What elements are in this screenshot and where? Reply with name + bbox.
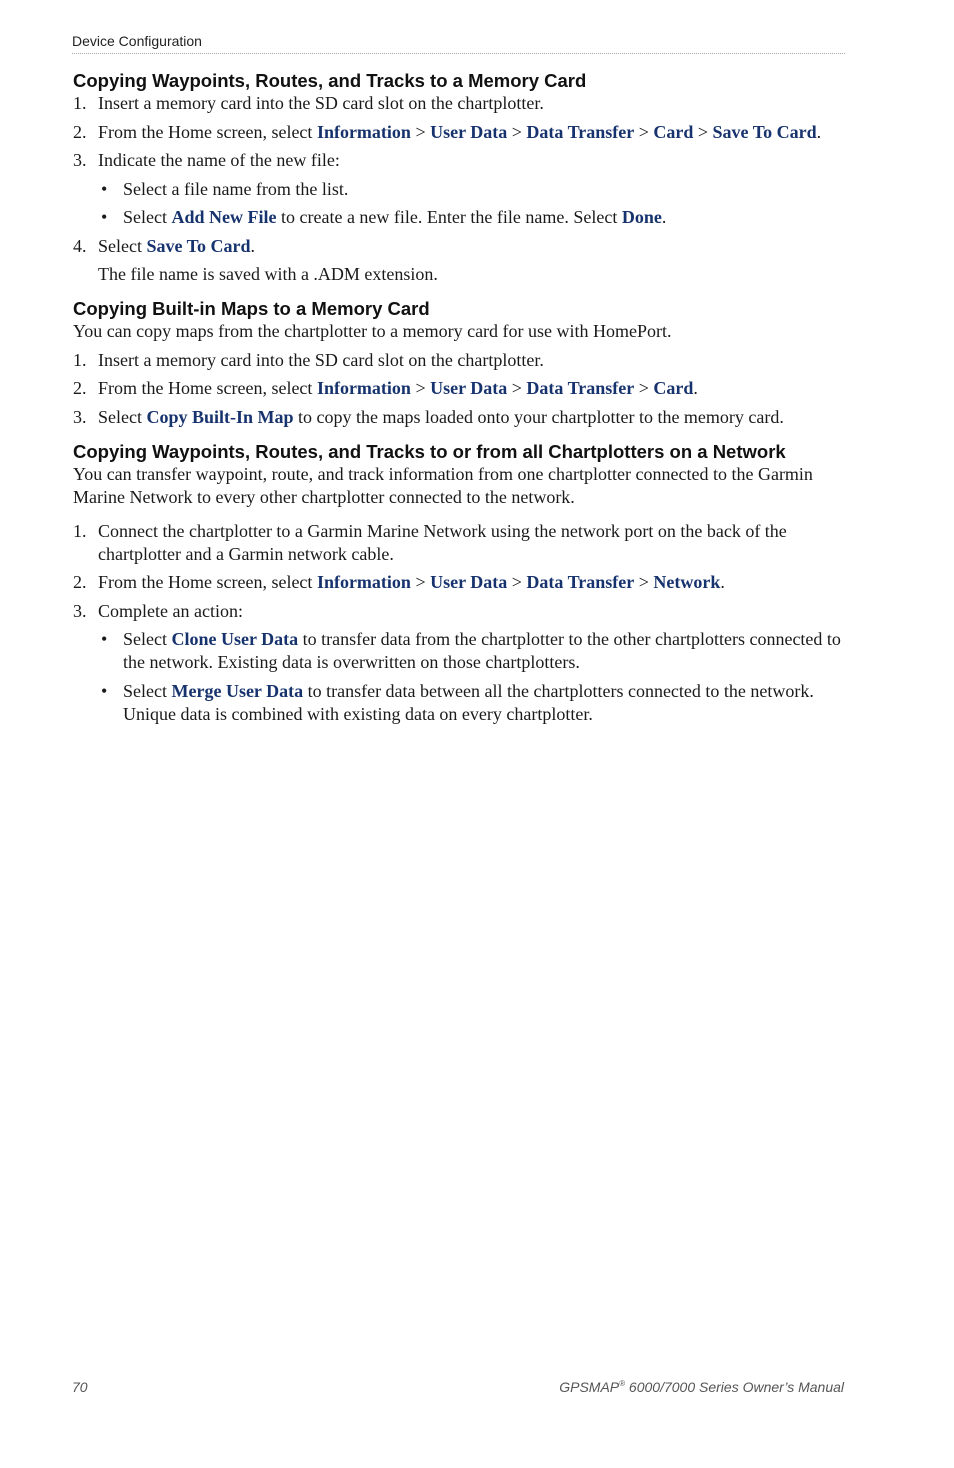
menu-path-data-transfer: Data Transfer <box>526 378 635 398</box>
bullet-text: Select <box>123 629 172 649</box>
bullet-list <box>98 178 848 230</box>
bullet-text-mid: to create a new file. Enter the file name. Select <box>276 207 622 227</box>
bullet-item <box>98 628 848 674</box>
step-text-end: . <box>816 121 822 142</box>
bullet-dot: • <box>101 207 108 227</box>
step-number: 1. <box>73 93 87 113</box>
step-text-end: . <box>693 378 698 398</box>
step-text-end: . <box>720 572 725 592</box>
section-heading: Copying Built-in Maps to a Memory Card <box>73 297 430 319</box>
bullet-item <box>98 178 848 201</box>
path-separator: > <box>507 378 527 398</box>
path-separator: > <box>410 378 431 398</box>
menu-clone-user-data: Clone User Data <box>171 629 299 649</box>
bullet-text: Select <box>123 207 172 227</box>
steps-list <box>73 349 848 429</box>
step-text: Complete an action: <box>98 600 243 621</box>
step-number: 3. <box>73 406 87 427</box>
section-intro: You can transfer waypoint, route, and track information from one chartplotter connected to the Garmin Marine Network to every other chartplotter connected to the network. <box>73 463 813 507</box>
bullet-dot: • <box>101 629 108 649</box>
menu-path-information: Information <box>316 572 411 592</box>
step-item <box>73 406 848 429</box>
section-copy-maps <box>73 297 848 429</box>
section-heading: Copying Waypoints, Routes, and Tracks to a Memory Card <box>73 70 587 91</box>
bullet-text-end: to transfer data from the chartplotter to the other chartplotters connected to the network. Existing data is overwritten on those chartplotters. <box>123 629 841 672</box>
manual-title <box>559 1379 844 1395</box>
path-separator: > <box>410 572 431 592</box>
page-content <box>73 68 848 731</box>
step-text: Insert a memory card into the SD card slot on the chartplotter. <box>98 93 544 113</box>
steps-list <box>73 92 848 286</box>
header-divider <box>72 53 845 54</box>
step-item <box>73 121 848 144</box>
path-separator: > <box>507 121 527 142</box>
running-header: Device Configuration <box>72 33 202 49</box>
step-text: Select <box>98 235 147 256</box>
step-number: 3. <box>73 150 87 170</box>
menu-path-card: Card <box>653 121 694 142</box>
path-separator: > <box>634 121 654 142</box>
path-separator: > <box>507 572 527 592</box>
menu-path-user-data: User Data <box>430 121 508 142</box>
section-intro: You can copy maps from the chartplotter to a memory card for use with HomePort. <box>73 320 672 341</box>
step-item <box>73 349 848 372</box>
bullet-list <box>98 628 848 726</box>
section-heading: Copying Waypoints, Routes, and Tracks to or from all Chartplotters on a Network <box>73 440 786 462</box>
menu-path-data-transfer: Data Transfer <box>526 572 635 592</box>
step-text-end: . <box>250 235 256 256</box>
step-text: Insert a memory card into the SD card slot on the chartplotter. <box>98 349 544 370</box>
bullet-text: Select a file name from the list. <box>123 178 349 199</box>
path-separator: > <box>410 121 431 142</box>
step-text: Indicate the name of the new file: <box>98 150 340 170</box>
manual-title-prefix: GPSMAP <box>559 1379 620 1395</box>
step-number: 2. <box>73 572 87 592</box>
menu-merge-user-data: Merge User Data <box>171 680 304 701</box>
page-number: 70 <box>72 1379 88 1395</box>
bullet-dot: • <box>101 680 108 701</box>
step-item <box>73 520 848 566</box>
step-item <box>73 92 848 115</box>
section-copy-to-card <box>73 69 848 286</box>
bullet-item <box>98 206 848 229</box>
menu-save-to-card: Save To Card <box>146 235 251 256</box>
step-text: Connect the chartplotter to a Garmin Marine Network using the network port on the back of the chartplotter and a Garmin network cable. <box>98 520 787 564</box>
step-number: 2. <box>73 378 87 398</box>
step-number: 2. <box>73 121 87 142</box>
menu-path-network: Network <box>653 572 721 592</box>
menu-copy-built-in-map: Copy Built-In Map <box>146 406 294 427</box>
step-text-end: to copy the maps loaded onto your chartplotter to the memory card. <box>293 406 784 427</box>
bullet-item <box>98 680 848 726</box>
menu-path-card: Card <box>653 378 694 398</box>
step-number: 1. <box>73 349 87 370</box>
bullet-text-end: to transfer data between all the chartplotters connected to the network. Unique data is combined with existing data on every chartplotter. <box>123 680 814 724</box>
registered-mark: ® <box>619 1379 626 1388</box>
path-separator: > <box>634 572 654 592</box>
bullet-text: Select <box>123 680 172 701</box>
step-item <box>73 600 848 726</box>
step-item <box>73 377 848 400</box>
manual-title-suffix: 6000/7000 Series Owner’s Manual <box>625 1379 844 1395</box>
step-number: 1. <box>73 520 87 541</box>
step-number: 4. <box>73 235 87 256</box>
step-text: Select <box>98 406 147 427</box>
step-item <box>73 149 848 229</box>
menu-path-data-transfer: Data Transfer <box>526 121 635 142</box>
menu-add-new-file: Add New File <box>171 207 277 227</box>
step-text: From the Home screen, select <box>98 378 317 398</box>
bullet-text-end: . <box>661 207 667 227</box>
step-item <box>73 571 848 594</box>
steps-list <box>73 520 848 726</box>
step-text: From the Home screen, select <box>98 121 317 142</box>
step-number: 3. <box>73 600 87 621</box>
menu-path-save-to-card: Save To Card <box>712 121 817 142</box>
path-separator: > <box>693 121 713 142</box>
step-text: From the Home screen, select <box>98 572 317 592</box>
path-separator: > <box>634 378 654 398</box>
menu-path-information: Information <box>316 121 411 142</box>
section-network-transfer <box>73 440 848 726</box>
menu-done: Done <box>621 207 662 227</box>
step-note: The file name is saved with a .ADM extension. <box>98 263 438 284</box>
step-item <box>73 235 848 286</box>
menu-path-user-data: User Data <box>430 378 508 398</box>
menu-path-information: Information <box>316 378 411 398</box>
bullet-dot: • <box>101 178 108 199</box>
menu-path-user-data: User Data <box>430 572 508 592</box>
